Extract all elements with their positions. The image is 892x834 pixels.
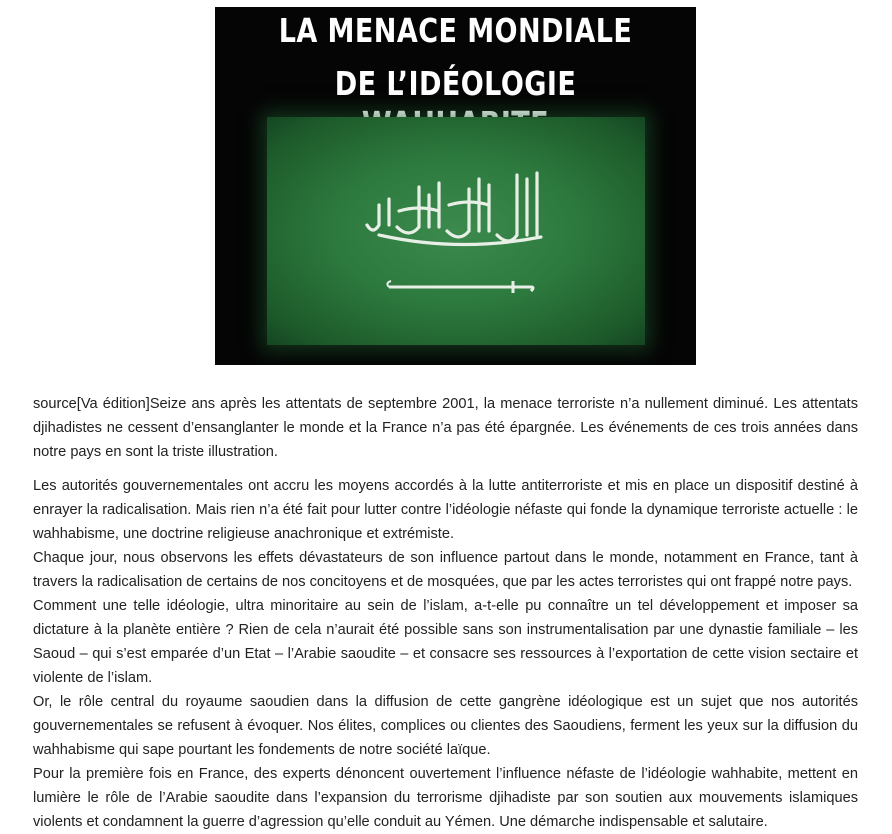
article-body xyxy=(33,392,858,834)
paragraph: Pour la première fois en France, des experts dénoncent ouvertement l’influence néfaste de l’idéologie wahhabite, mettent en lumière le rôle de l’Arabie saoudite dans l’expansion du terrorisme djihadiste par son soutien aux mouvements islamiques violents et condamnent la guerre d’agression qu’elle conduit au Yémen. Une démarche indispensable et salutaire. xyxy=(33,766,858,830)
paragraph: Les autorités gouvernementales ont accru les moyens accordés à la lutte antiterroriste et mis en place un dispositif destiné à enrayer la radicalisation. Mais rien n’a été fait pour lutter contre l’idéologie néfaste qui fonde la dynamique terroriste actuelle : le wahhabisme, une doctrine religieuse anachronique et extrémiste. xyxy=(33,478,858,542)
image-title-line-1: LA MENACE MONDIALE xyxy=(278,11,633,50)
sword-icon xyxy=(385,277,535,297)
image-title-line-2: DE L’IDÉOLOGIE xyxy=(334,64,577,103)
paragraph: Comment une telle idéologie, ultra minoritaire au sein de l’islam, a-t-elle pu connaître un tel développement et imposer sa dictature à la planète entière ? Rien de cela n’aurait été possible sans son instrumentalisation par une dynastie familiale – les Saoud – qui s’est emparée d’un Etat – l’Arabie saoudite – et consacre ses ressources à l’exportation de cette vision sectaire et violente de l’islam. xyxy=(33,598,858,686)
paragraph: Or, le rôle central du royaume saoudien dans la diffusion de cette gangrène idéologique est un sujet que nos autorités gouvernementales se refusent à évoquer. Nos élites, complices ou clientes des Saoudiens, ferment les yeux sur la diffusion du wahhabisme qui sape pourtant les fondements de notre société laïque. xyxy=(33,694,858,758)
article-image xyxy=(215,7,696,365)
paragraph: source[Va édition]Seize ans après les attentats de septembre 2001, la menace terroriste n’a nullement diminué. Les attentats djihadistes ne cessent d’ensanglanter le monde et la France n’a pas été épargnée. Les événements de ces trois années dans notre pays en sont la triste illustration. xyxy=(33,396,858,460)
saudi-flag xyxy=(267,117,645,345)
shahada-calligraphy xyxy=(359,165,555,257)
paragraph: Chaque jour, nous observons les effets dévastateurs de son influence partout dans le monde, notamment en France, tant à travers la radicalisation de certains de nos concitoyens et de mosquées, que par les actes terroristes qui ont frappé notre pays. xyxy=(33,550,858,590)
